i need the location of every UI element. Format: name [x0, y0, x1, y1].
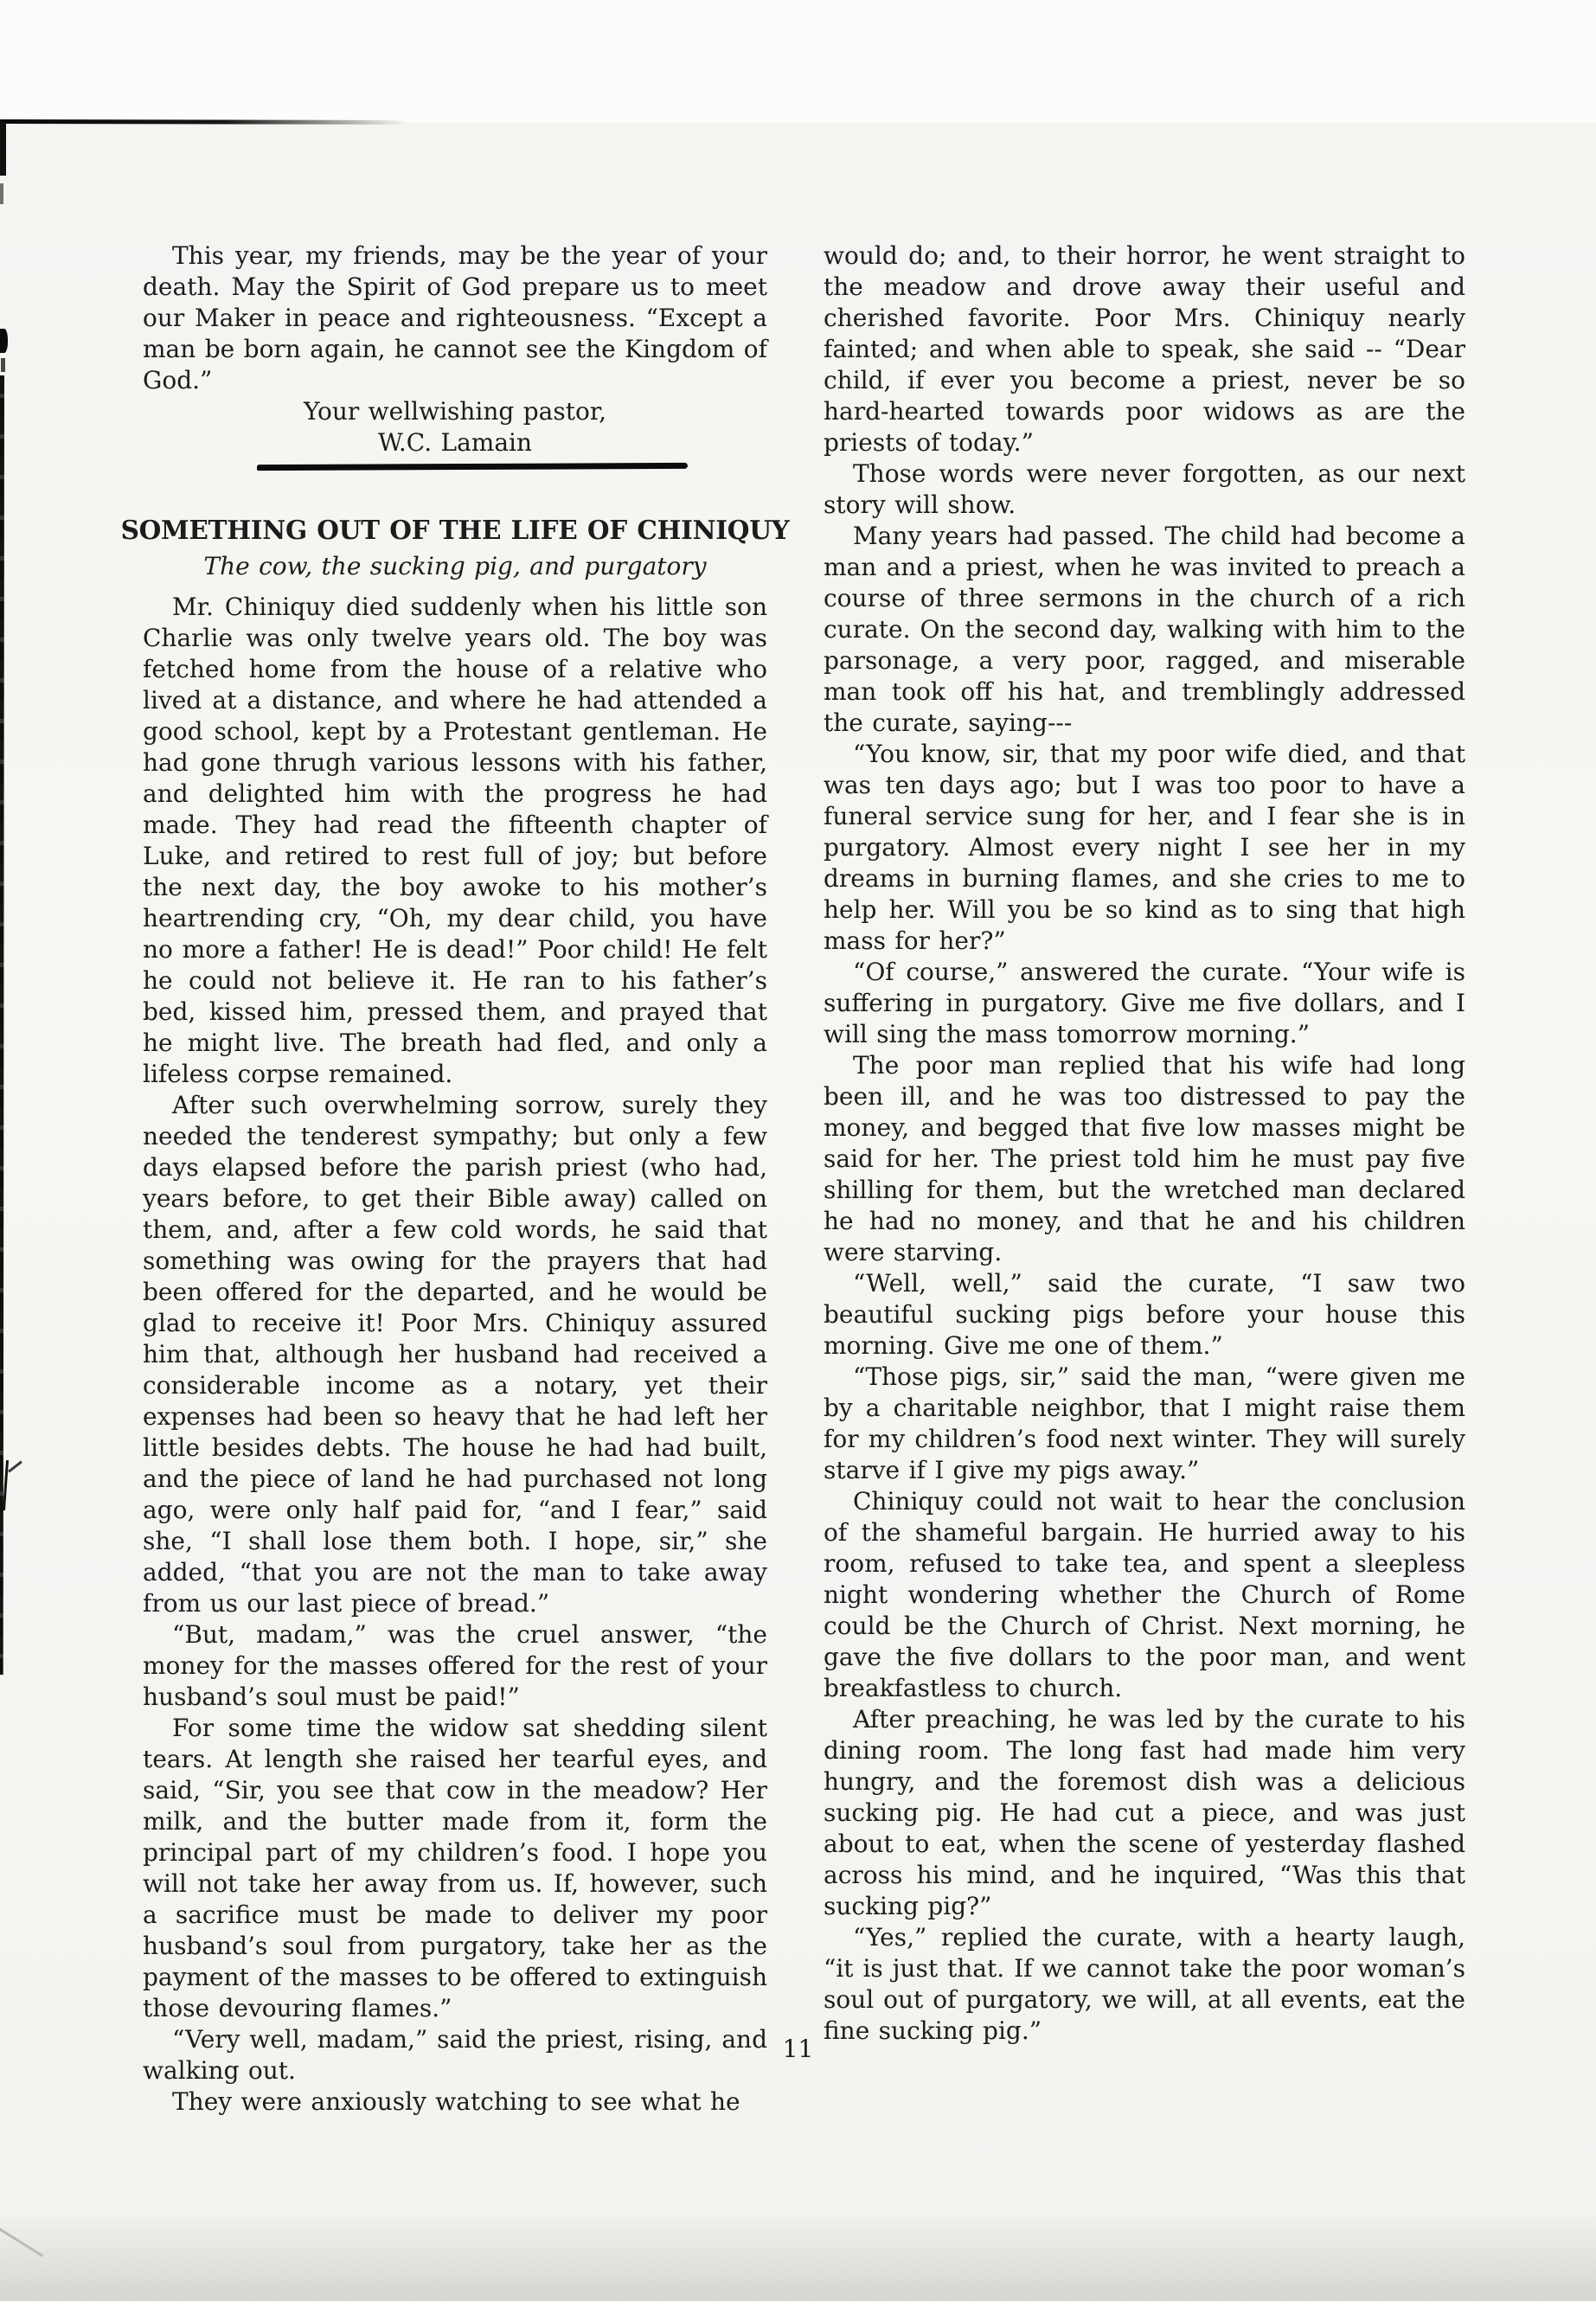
scan-left-edge-blob: [0, 329, 8, 353]
scan-left-edge-tick: [1, 358, 5, 372]
paragraph: “Very well, madam,” said the priest, rising, and walking out.: [143, 2025, 767, 2085]
scan-left-edge-corner-mark: [0, 122, 6, 176]
letter-signoff: Your wellwishing pastor,: [303, 397, 607, 426]
article-subtitle: The cow, the sucking pig, and purgatory: [203, 552, 707, 580]
paragraph: The poor man replied that his wife had long been ill, and he was too distressed to pay the money, and begged that five low masses might be said for her. The priest told him he must pay five shilling for them, but the wretched man declared he had no money, and that he and his children were starving.: [824, 1051, 1465, 1266]
scan-bottom-shadow: [0, 2214, 1596, 2301]
paragraph: For some time the widow sat shedding silent tears. At length she raised her tearful eyes, and said, “Sir, you see that cow in the meadow? Her milk, and the butter made from it, form the principal part of my children’s food. I hope you will not take her away from us. If, however, such a sacrifice must be made to deliver my poor husband’s soul from purgatory, take her as the payment of the masses to be offered to extinguish those devouring flames.”: [143, 1714, 767, 2022]
scan-left-edge-tick: [0, 183, 3, 204]
scan-left-edge-hook-tick: [8, 1460, 22, 1472]
paragraph: would do; and, to their horror, he went straight to the meadow and drove away their useful and cherished favorite. Poor Mrs. Chiniquy nearly fainted; and when able to speak, she said -- “Dear child, if ever you become a priest, never be so hard-hearted towards poor widows as are the priests of today.”: [824, 241, 1465, 457]
paragraph: Mr. Chiniquy died suddenly when his little son Charlie was only twelve years old. The boy was fetched home from the house of a relative who lived at a distance, and where he had attended a good school, kept by a Protestant gentleman. He had gone thrugh various lessons with his father, and delighted him with the progress he had made. They had read the fifteenth chapter of Luke, and retired to rest full of joy; but before the next day, the boy awoke to his mother’s heartrending cry, “Oh, my dear child, you have no more a father! He is dead!” Poor child! He felt he could not believe it. He ran to his father’s bed, kissed him, pressed them, and prayed that he might live. The breath had fled, and only a lifeless corpse remained.: [143, 593, 767, 1088]
scan-left-edge-hook-mark: [3, 1460, 9, 1510]
article-title: SOMETHING OUT OF THE LIFE OF CHINIQUY: [120, 515, 790, 545]
divider-rule: [257, 463, 688, 471]
paragraph: Chiniquy could not wait to hear the conclusion of the shameful bargain. He hurried away to his room, refused to take tea, and spent a sleepless night wondering whether the Church of Rome could be the Church of Christ. Next morning, he gave the five dollars to the poor man, and went breakfastless to church.: [824, 1487, 1465, 1702]
paragraph: “You know, sir, that my poor wife died, and that was ten days ago; but I was too poor to have a funeral service sung for her, and I fear she is in purgatory. Almost every night I see her in my dreams in burning flames, and she cries to me to help her. Will you be so kind as to sing that high mass for her?”: [824, 740, 1465, 955]
column-left: [120, 240, 790, 2118]
letter-signature: W.C. Lamain: [377, 428, 533, 457]
page-number: 11: [782, 2035, 814, 2063]
letter-body: This year, my friends, may be the year of your death. May the Spirit of God prepare us to meet our Maker in peace and righteousness. “Except a man be born again, he cannot see the Kingdom of God.”: [143, 241, 767, 394]
paragraph: “Those pigs, sir,” said the man, “were given me by a charitable neighbor, that I might raise them for my children’s food next winter. They will surely starve if I give my pigs away.”: [824, 1362, 1465, 1484]
paragraph: “But, madam,” was the cruel answer, “the money for the masses offered for the rest of your husband’s soul must be paid!”: [143, 1620, 767, 1711]
paragraph: “Yes,” replied the curate, with a hearty laugh, “it is just that. If we cannot take the poor woman’s soul out of purgatory, we will, at all events, eat the fine sucking pig.”: [824, 1923, 1465, 2045]
scan-top-edge-line: [0, 119, 407, 125]
scan-top-margin: [0, 0, 1596, 122]
scan-left-edge-line: [0, 375, 4, 1675]
paragraph: Many years had passed. The child had become a man and a priest, when he was invited to preach a course of three sermons in the church of a rich curate. On the second day, walking with him to the parsonage, a very poor, ragged, and miserable man took off his hat, and tremblingly addressed the curate, saying---: [824, 522, 1465, 737]
paragraph: Those words were never forgotten, as our next story will show.: [824, 459, 1465, 519]
paragraph: “Of course,” answered the curate. “Your wife is suffering in purgatory. Give me five dollars, and I will sing the mass tomorrow morning.”: [824, 958, 1465, 1048]
paragraph: After such overwhelming sorrow, surely they needed the tenderest sympathy; but only a few days elapsed before the parish priest (who had, years before, to get their Bible away) called on them, and, after a few cold words, he said that something was owing for the prayers that had been offered for the departed, and he would be glad to receive it! Poor Mrs. Chiniquy assured him that, although her husband had received a considerable income as a notary, yet their expenses had been so heavy that he had left her little besides debts. The house he had had built, and the piece of land he had purchased not long ago, were only half paid for, “and I fear,” said she, “I shall lose them both. I hope, sir,” she added, “that you are not the man to take away from us our last piece of bread.”: [143, 1091, 767, 1618]
paragraph: After preaching, he was led by the curate to his dining room. The long fast had made him very hungry, and the foremost dish was a delicious sucking pig. He had cut a piece, and was just about to eat, when the scene of yesterday flashed across his mind, and he inquired, “Was this that sucking pig?”: [824, 1705, 1465, 1920]
column-right: [824, 240, 1465, 2047]
article-title-row: [120, 513, 790, 548]
paragraph: “Well, well,” said the curate, “I saw two beautiful sucking pigs before your house this morning. Give me one of them.”: [824, 1269, 1465, 1360]
paragraph: They were anxiously watching to see what he: [172, 2087, 740, 2116]
